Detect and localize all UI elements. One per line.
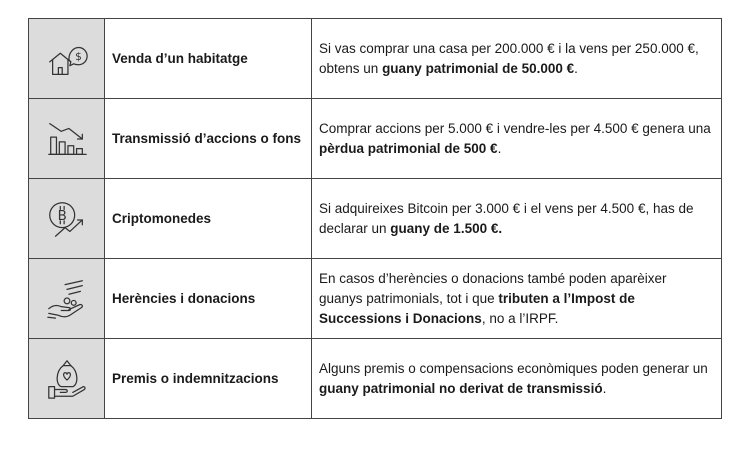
body-text: Si adquireixes Bitcoin per 3.000 € i el vens per 4.500 €, has de declarar un xyxy=(319,200,694,236)
hand-moneybag-icon xyxy=(44,356,90,402)
bitcoin-growth-icon xyxy=(44,196,90,242)
bar-chart-down-icon xyxy=(44,116,90,162)
body-text: . xyxy=(602,380,607,396)
row-title: Premis o indemnitzacions xyxy=(105,339,312,419)
body-text: Comprar accions per 5.000 € i vendre-les per 4.500 € genera una xyxy=(319,120,711,136)
table-row xyxy=(29,259,722,339)
hand-coins-icon xyxy=(44,276,90,322)
table-row xyxy=(29,179,722,259)
emphasis-text: guany patrimonial no derivat de transmissió xyxy=(319,380,603,396)
emphasis-text: tributen a l’Impost de Successions i Donacions xyxy=(319,290,635,326)
body-text: . xyxy=(574,60,578,76)
emphasis-text: guany de 1.500 €. xyxy=(390,220,503,236)
svg-text:$: $ xyxy=(74,50,82,63)
table-row xyxy=(29,339,722,419)
body-text: , no a l’IRPF. xyxy=(481,310,559,326)
body-text: Si vas comprar una casa per 200.000 € i la vens per 250.000 €, obtens un xyxy=(319,40,699,76)
row-title: Herències i donacions xyxy=(105,259,312,339)
table-row xyxy=(29,99,722,179)
gains-table xyxy=(28,18,722,419)
row-description xyxy=(312,339,722,419)
row-title: Transmissió d’accions o fons xyxy=(105,99,312,179)
row-description xyxy=(312,179,722,259)
icon-cell xyxy=(29,179,105,259)
body-text: En casos d’herències o donacions també poden aparèixer guanys patrimonials, tot i que xyxy=(319,270,667,306)
icon-cell xyxy=(29,259,105,339)
body-text: Alguns premis o compensacions econòmiques poden generar un xyxy=(319,360,708,376)
icon-cell xyxy=(29,19,105,99)
icon-cell xyxy=(29,99,105,179)
row-description xyxy=(312,99,722,179)
row-title: Venda d’un habitatge xyxy=(105,19,312,99)
house-money-icon xyxy=(44,36,90,82)
row-description xyxy=(312,259,722,339)
svg-text:B: B xyxy=(57,208,67,224)
icon-cell xyxy=(29,339,105,419)
emphasis-text: guany patrimonial de 50.000 € xyxy=(382,60,575,76)
body-text: . xyxy=(497,140,502,156)
row-description xyxy=(312,19,722,99)
table-row xyxy=(29,19,722,99)
emphasis-text: pèrdua patrimonial de 500 € xyxy=(319,140,498,156)
row-title: Criptomonedes xyxy=(105,179,312,259)
